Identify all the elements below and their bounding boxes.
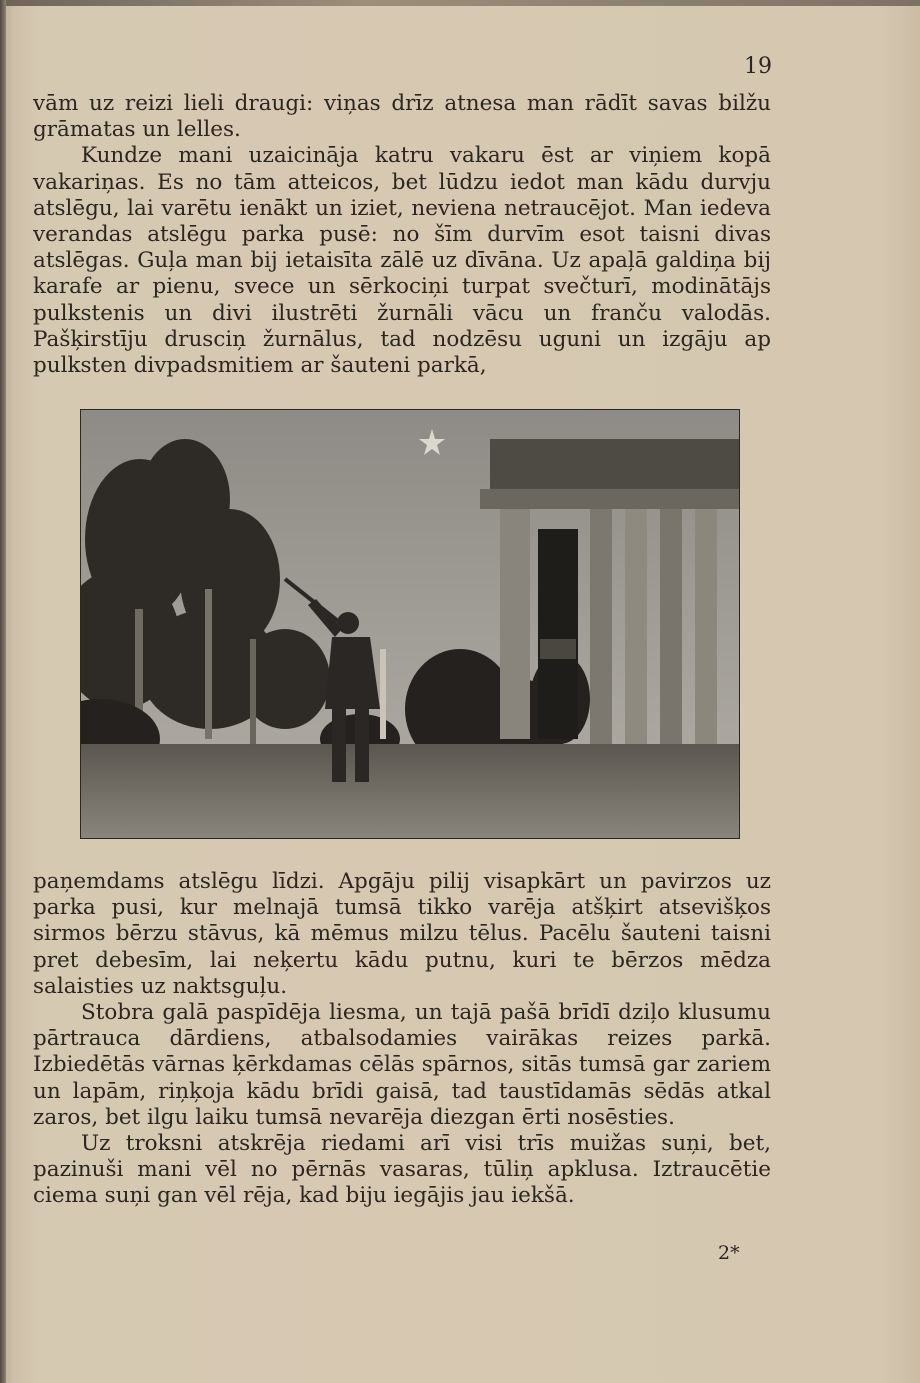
text-block-top <box>33 91 771 379</box>
ground <box>80 744 740 839</box>
paragraph: Stobra galā paspīdēja liesma, un tajā pašā brīdī dziļo klusumu pārtrauca dārdiens, atbalsodamies vairākas reizes parkā. Izbiedētās vārnas ķērkdamas cēlās spārnos, sitās tumsā gar zariem un lapām, riņķoja kādu brīdi gaisā, tad taustīdamās sēdās atkal zaros, bet ilgu laiku tumsā nevarēja diezgan ērti nosēsties. <box>33 1000 771 1130</box>
hunter-in-night-park-illustration <box>80 409 740 839</box>
paragraph: Kundze mani uzaicināja katru vakaru ēst ar viņiem kopā vakariņas. Es no tām atteicos, bet lūdzu iedot man kādu durvju atslēgu, lai varētu ienākt un iziet, nevienа netraucējot. Man iedeva verandas atslēgu parka pusē: no šīm durvīm esot taisni divas atslēgas. Guļa man bij ietaisīta zālē uz dīvāna. Uz apaļā galdiņa bij karafe ar pienu, svece un sērkociņi turpat svečturī, modinātājs pulkstenis un divi ilustrēti žurnāli vācu un franču valodās. Pašķirstīju drusciņ žurnālus, tad nodzēsu uguni un izgāju ap pulksten divpadsmitiem ar šauteni parkā, <box>33 143 771 379</box>
page-top-edge <box>0 0 920 6</box>
manor-colonnade <box>480 439 740 749</box>
paragraph: Uz troksni atskrēja riedami arī visi trīs muižas suņi, bet, pazinuši mani vēl no pērnās vasaras, tūliņ apklusa. Iztraucētie ciema suņi gan vēl rēja, kad biju iegājis jau iekšā. <box>33 1131 771 1209</box>
paragraph: vām uz reizi lieli draugi: viņas drīz atnesa man rādīt savas bilžu grāmatas un lelles. <box>33 91 771 143</box>
text-block-bottom <box>33 869 771 1210</box>
printer-signature: 2* <box>718 1242 740 1264</box>
paragraph: paņemdams atslēgu līdzi. Apgāju pilij visapkārt un pavirzos uz parka pusi, kur melnajā tumsā tikko varēja atšķirt atsevišķos sirmos bērzu stāvus, kā mēmus milzu tēlus. Pacēlu šauteni taisni pret debesīm, lai neķertu kādu putnu, kuri te bērzos mēdza salaisties uz naktsguļu. <box>33 869 771 999</box>
page-number: 19 <box>744 54 772 79</box>
page-left-edge <box>0 0 6 1383</box>
